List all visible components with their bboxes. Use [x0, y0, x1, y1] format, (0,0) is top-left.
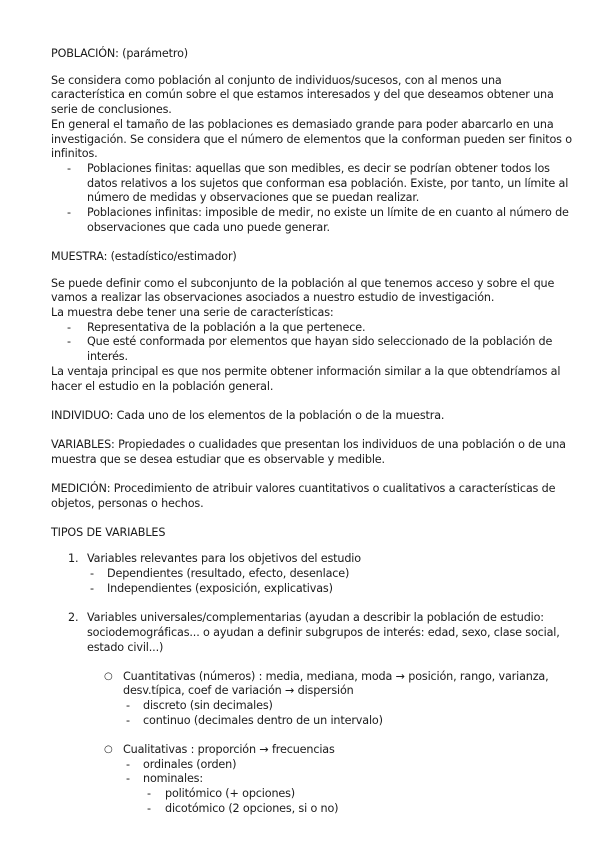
- numbered-item-text: Variables universales/complementarias (ayudan a describir la población de estudio: sociodemográficas... o ayudan a definir subgrupos de interés: edad, sexo, clase social, estado civil...): [87, 611, 560, 654]
- tipos-heading: TIPOS DE VARIABLES: [51, 525, 166, 539]
- document-page: [51, 47, 576, 817]
- list-item: - ordinales (orden): [123, 758, 576, 773]
- cuantitativas-block: [51, 670, 576, 729]
- list-item: - Independientes (exposición, explicativas): [87, 582, 576, 597]
- list-item: - continuo (decimales dentro de un intervalo): [123, 714, 576, 729]
- muestra-paragraph-2: La muestra debe tener una serie de características:: [51, 306, 334, 320]
- poblacion-heading: POBLACIÓN: (parámetro): [51, 47, 188, 60]
- list-item: - discreto (sin decimales): [123, 699, 576, 714]
- cualitativas-item: [87, 743, 576, 817]
- list-item: - Poblaciones infinitas: imposible de medir, no existe un límite de en cuanto al número de observaciones que cada uno puede generar.: [51, 206, 576, 235]
- list-item: - Poblaciones finitas: aquellas que son medibles, es decir se podrían obtener todos los datos relativos a los sujetos que conforman esa población. Existe, por tanto, un límite al número de medidas y observaciones que se puedan realizar.: [51, 162, 576, 206]
- list-item: - Representativa de la población a la que pertenece.: [51, 321, 576, 336]
- cualitativas-text: Cualitativas : proporción → frecuencias: [123, 743, 335, 757]
- medicion-definition: MEDICIÓN: Procedimiento de atribuir valores cuantitativos o cualitativos a características de objetos, personas o hechos.: [51, 481, 556, 510]
- hollow-bullet-icon: ○: [104, 670, 113, 682]
- list-item: - dicotómico (2 opciones, si o no): [123, 802, 576, 817]
- muestra-list: [51, 321, 576, 365]
- muestra-paragraph-1: Se puede definir como el subconjunto de la población al que tenemos acceso y sobre el que vamos a realizar las observaciones asociados a nuestro estudio de investigación.: [51, 276, 555, 305]
- poblacion-paragraph-1: Se considera como población al conjunto de individuos/sucesos, con al menos una característica en común sobre el que estamos interesados y del que deseamos obtener una serie de conclusiones.: [51, 73, 554, 117]
- cuantitativas-item: [87, 670, 576, 729]
- cualitativas-list: [123, 758, 576, 787]
- item-number: 1.: [68, 552, 79, 566]
- cualitativas-block: [51, 743, 576, 817]
- item-number: 2.: [68, 611, 79, 625]
- muestra-paragraph-3: La ventaja principal es que nos permite obtener información similar a la que obtendríamos al hacer el estudio en la población general.: [51, 364, 561, 393]
- poblacion-list: [51, 162, 576, 236]
- variables-definition: VARIABLES: Propiedades o cualidades que presentan los individuos de una población o de una muestra que se desea estudiar que es observable y medible.: [51, 437, 566, 466]
- numbered-item-2: [51, 611, 576, 655]
- cuantitativas-list: [123, 699, 576, 728]
- numbered-item-text: Variables relevantes para los objetivos del estudio: [87, 552, 361, 566]
- list-item: - Que esté conformada por elementos que hayan sido seleccionado de la población de interés.: [51, 335, 576, 364]
- list-item: - Dependientes (resultado, efecto, desenlace): [87, 567, 576, 582]
- cuantitativas-text: Cuantitativas (números) : media, mediana, moda → posición, rango, varianza, desv.típica, coef de variación → dispersión: [123, 669, 549, 698]
- hollow-bullet-icon: ○: [104, 744, 113, 756]
- nominales-list: [123, 787, 576, 816]
- numbered-item-1: [51, 552, 576, 596]
- individuo-definition: INDIVIDUO: Cada uno de los elementos de la población o de la muestra.: [51, 408, 445, 422]
- list-item: - nominales:: [123, 772, 576, 787]
- muestra-heading: MUESTRA: (estadístico/estimador): [51, 249, 237, 263]
- list-item: - politómico (+ opciones): [123, 787, 576, 802]
- poblacion-paragraph-2: En general el tamaño de las poblaciones es demasiado grande para poder abarcarlo en una investigación. Se considera que el número de elementos que la conforman pueden ser finitos o infinitos.: [51, 117, 572, 161]
- sub-list: [87, 567, 576, 596]
